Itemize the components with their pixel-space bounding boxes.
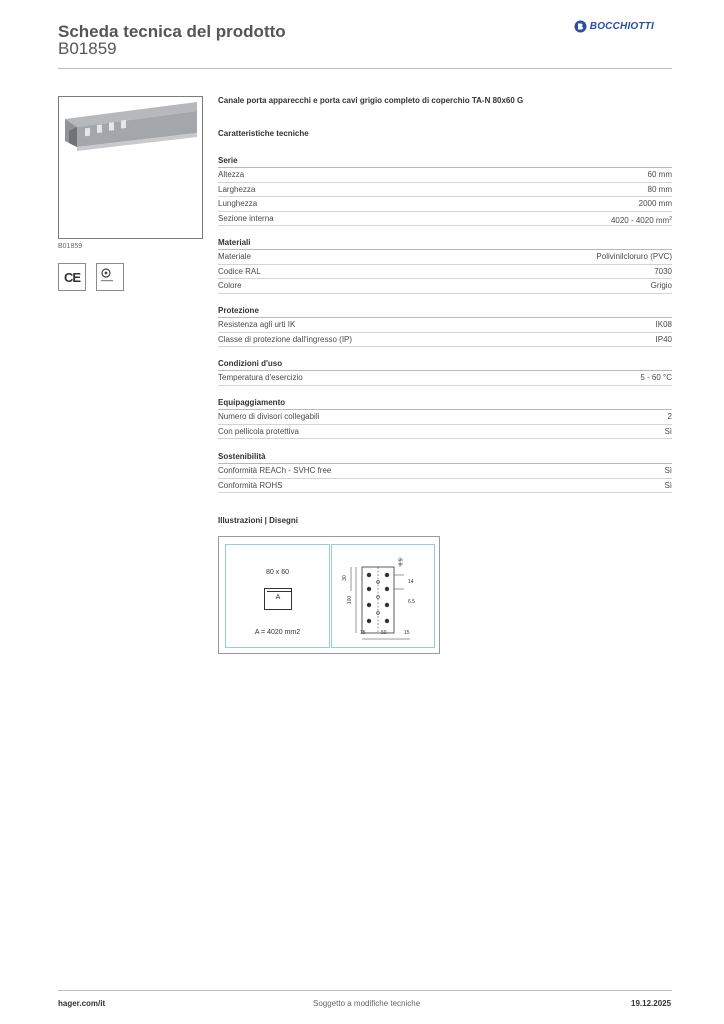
spec-label: Altezza <box>218 170 245 179</box>
cross-section-drawing <box>225 544 330 648</box>
spec-label: Codice RAL <box>218 266 261 276</box>
image-caption: B01859 <box>58 243 83 250</box>
spec-value: Grigio <box>650 281 672 291</box>
specs-heading: Caratteristiche tecniche <box>218 129 309 138</box>
brand-name: BOCCHIOTTI <box>589 21 654 32</box>
section-dimensions: 80 x 60 <box>266 569 289 576</box>
spec-row <box>218 479 672 494</box>
spec-row <box>218 371 672 386</box>
section-sostenibilita <box>218 450 672 493</box>
spec-row <box>218 183 672 198</box>
page-header <box>58 20 672 68</box>
bocchiotti-logo-icon <box>574 20 587 33</box>
ce-mark-icon <box>58 263 86 291</box>
spec-row <box>218 250 672 265</box>
dim-height-part: 30 <box>341 575 348 581</box>
spec-value-text: 4020 - 4020 mm <box>610 215 670 225</box>
spec-row <box>218 279 672 294</box>
spec-value: 2000 mm <box>638 199 672 209</box>
section-title: Protezione <box>218 304 672 318</box>
section-area: A = 4020 mm2 <box>254 629 301 636</box>
spec-value: 7030 <box>654 266 672 276</box>
dim-height-total: 100 <box>347 595 354 605</box>
spec-row <box>218 333 672 348</box>
spec-row <box>218 212 672 227</box>
dim-hole-gap: 14 <box>408 579 414 585</box>
spec-intro <box>218 96 672 139</box>
footer-date: 19.12.2025 <box>631 999 672 1008</box>
spec-label: Lunghezza <box>218 199 258 209</box>
section-equipaggiamento <box>218 396 672 439</box>
spec-label: Materiale <box>218 252 251 261</box>
spec-value: 2 <box>667 412 672 421</box>
spec-label: Larghezza <box>218 184 256 194</box>
dim-bottom-right: 15 <box>404 630 410 636</box>
spec-row <box>218 425 672 440</box>
section-materiali <box>218 236 672 294</box>
section-title: Condizioni d'uso <box>218 357 672 371</box>
header-divider <box>58 68 672 69</box>
product-description: Canale porta apparecchi e porta cavi grigio completo di coperchio TA-N 80x60 G <box>218 96 524 105</box>
spec-label: Sezione interna <box>218 213 274 223</box>
spec-label: Numero di divisori collegabili <box>218 412 320 421</box>
spec-value: IK08 <box>655 320 672 329</box>
section-serie <box>218 154 672 226</box>
spec-label: Colore <box>218 281 242 291</box>
dim-side-gap: 6.5 <box>408 599 415 605</box>
section-letter: A <box>275 594 281 601</box>
spec-row <box>218 410 672 425</box>
spec-label: Temperatura d'esercizio <box>218 373 303 382</box>
ce-label: CE <box>63 269 81 285</box>
spec-value: IP40 <box>655 334 672 344</box>
dim-bottom-mid: 50 <box>381 630 387 636</box>
imq-mark-icon <box>96 263 124 291</box>
spec-label: Con pellicola protettiva <box>218 426 299 436</box>
product-code: B01859 <box>58 39 117 58</box>
section-condizioni-uso <box>218 357 672 386</box>
dim-top: 6.5 <box>398 558 405 566</box>
section-title: Materiali <box>218 236 672 250</box>
spec-value: 5 - 60 °C <box>640 373 672 382</box>
spec-label: Conformità REACh - SVHC free <box>218 466 332 475</box>
spec-value-unit-exponent: 2 <box>669 215 672 222</box>
spec-row <box>218 197 672 212</box>
spec-value: 80 mm <box>647 184 672 194</box>
technical-drawings <box>218 536 440 654</box>
section-title: Sostenibilità <box>218 450 672 464</box>
spec-value: Sì <box>664 480 672 490</box>
drill-pattern-drawing <box>331 544 435 648</box>
spec-value <box>611 212 672 226</box>
cross-section-shape <box>264 588 292 610</box>
spec-row <box>218 318 672 333</box>
brand-logo <box>574 20 654 33</box>
spec-label: Resistenza agli urti IK <box>218 320 296 329</box>
spec-value: 60 mm <box>647 170 672 179</box>
dim-bottom-left: 15 <box>360 630 366 636</box>
spec-row <box>218 464 672 479</box>
spec-row <box>218 168 672 183</box>
spec-value: Sì <box>664 466 672 475</box>
spec-label: Conformità ROHS <box>218 480 283 490</box>
footer-website-link[interactable]: hager.com/it <box>58 999 106 1008</box>
footer-divider <box>58 990 672 991</box>
trunking-illustration-icon <box>59 97 203 239</box>
spec-value: Polivinilcloruro (PVC) <box>596 252 672 261</box>
illustrations-title: Illustrazioni | Disegni <box>218 516 299 525</box>
product-image <box>58 96 203 239</box>
spec-row <box>218 265 672 280</box>
spec-value: Sì <box>664 426 672 436</box>
spec-label: Classe di protezione dall'ingresso (IP) <box>218 334 353 344</box>
section-title: Equipaggiamento <box>218 396 672 410</box>
footer-note: Soggetto a modifiche tecniche <box>313 999 421 1008</box>
section-title: Serie <box>218 154 672 168</box>
section-protezione <box>218 304 672 347</box>
page-title: Scheda tecnica del prodotto <box>58 22 286 41</box>
